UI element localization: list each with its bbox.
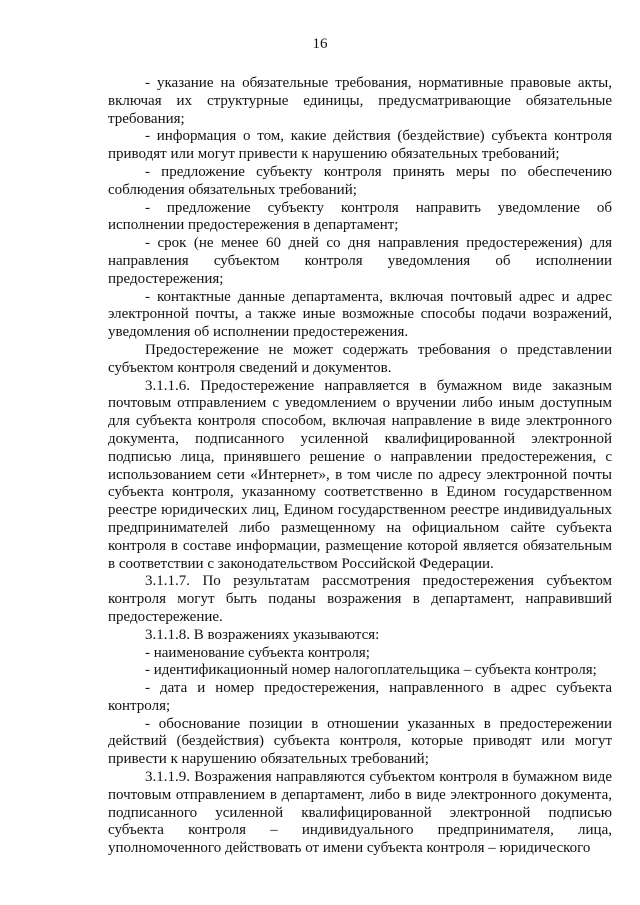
paragraph: 3.1.1.6. Предостережение направляется в бумажном виде заказным почтовым отправлением с уведомлением о вручении либо иным доступным для субъекта контроля способом, включая направление в виде электронного документа, подписанного усиленной квалифицированной электронной подписью лица, принявшего решение о направлении предостережения, с использованием сети «Интернет», в том числе по адресу электронной почты субъекта контроля, указанному соответственно в Едином государственном реестре юридических лиц, Едином государственном реестре индивидуальных предпринимателей либо размещенному на официальном сайте субъекта контроля в составе информации, размещение которой является обязательным в соответствии с законодательством Российской Федерации. xyxy=(108,377,612,572)
paragraph: - срок (не менее 60 дней со дня направления предостережения) для направления субъектом контроля уведомления об исполнении предостережения; xyxy=(108,235,612,287)
paragraph: 3.1.1.9. Возражения направляются субъектом контроля в бумажном виде почтовым отправлением в департамент, либо в виде электронного документа, подписанного усиленной квалифицированной электронной подписью субъекта контроля – индивидуального предпринимателя, лица, уполномоченного действовать от имени субъекта контроля – юридического xyxy=(108,769,612,857)
paragraph: - наименование субъекта контроля; xyxy=(145,644,370,661)
paragraph: 3.1.1.7. По результатам рассмотрения предостережения субъектом контроля могут быть поданы возражения в департамент, направивший предостережение. xyxy=(108,573,612,625)
paragraph: - указание на обязательные требования, нормативные правовые акты, включая их структурные единицы, предусматривающие обязательные требования; xyxy=(108,75,612,127)
paragraph: Предостережение не может содержать требования о представлении субъектом контроля сведений и документов. xyxy=(108,341,612,376)
document-body xyxy=(108,75,612,858)
paragraph: 3.1.1.8. В возражениях указываются: xyxy=(145,626,380,643)
paragraph: - контактные данные департамента, включая почтовый адрес и адрес электронной почты, а также иные возможные способы подачи возражений, уведомления об исполнении предостережения. xyxy=(108,288,612,341)
paragraph: - предложение субъекту контроля направить уведомление об исполнении предостережения в департамент; xyxy=(108,199,612,234)
page-number: 16 xyxy=(312,36,328,52)
paragraph: - обоснование позиции в отношении указанных в предостережении действий (бездействия) субъекта контроля, которые приводят или могут привести к нарушению обязательных требований; xyxy=(108,715,612,768)
paragraph: - дата и номер предостережения, направленного в адрес субъекта контроля; xyxy=(108,680,612,714)
paragraph: - информация о том, какие действия (бездействие) субъекта контроля приводят или могут привести к нарушению обязательных требований; xyxy=(108,128,612,163)
paragraph: - предложение субъекту контроля принять меры по обеспечению соблюдения обязательных требований; xyxy=(108,163,612,198)
paragraph: - идентификационный номер налогоплательщика – субъекта контроля; xyxy=(145,662,597,679)
